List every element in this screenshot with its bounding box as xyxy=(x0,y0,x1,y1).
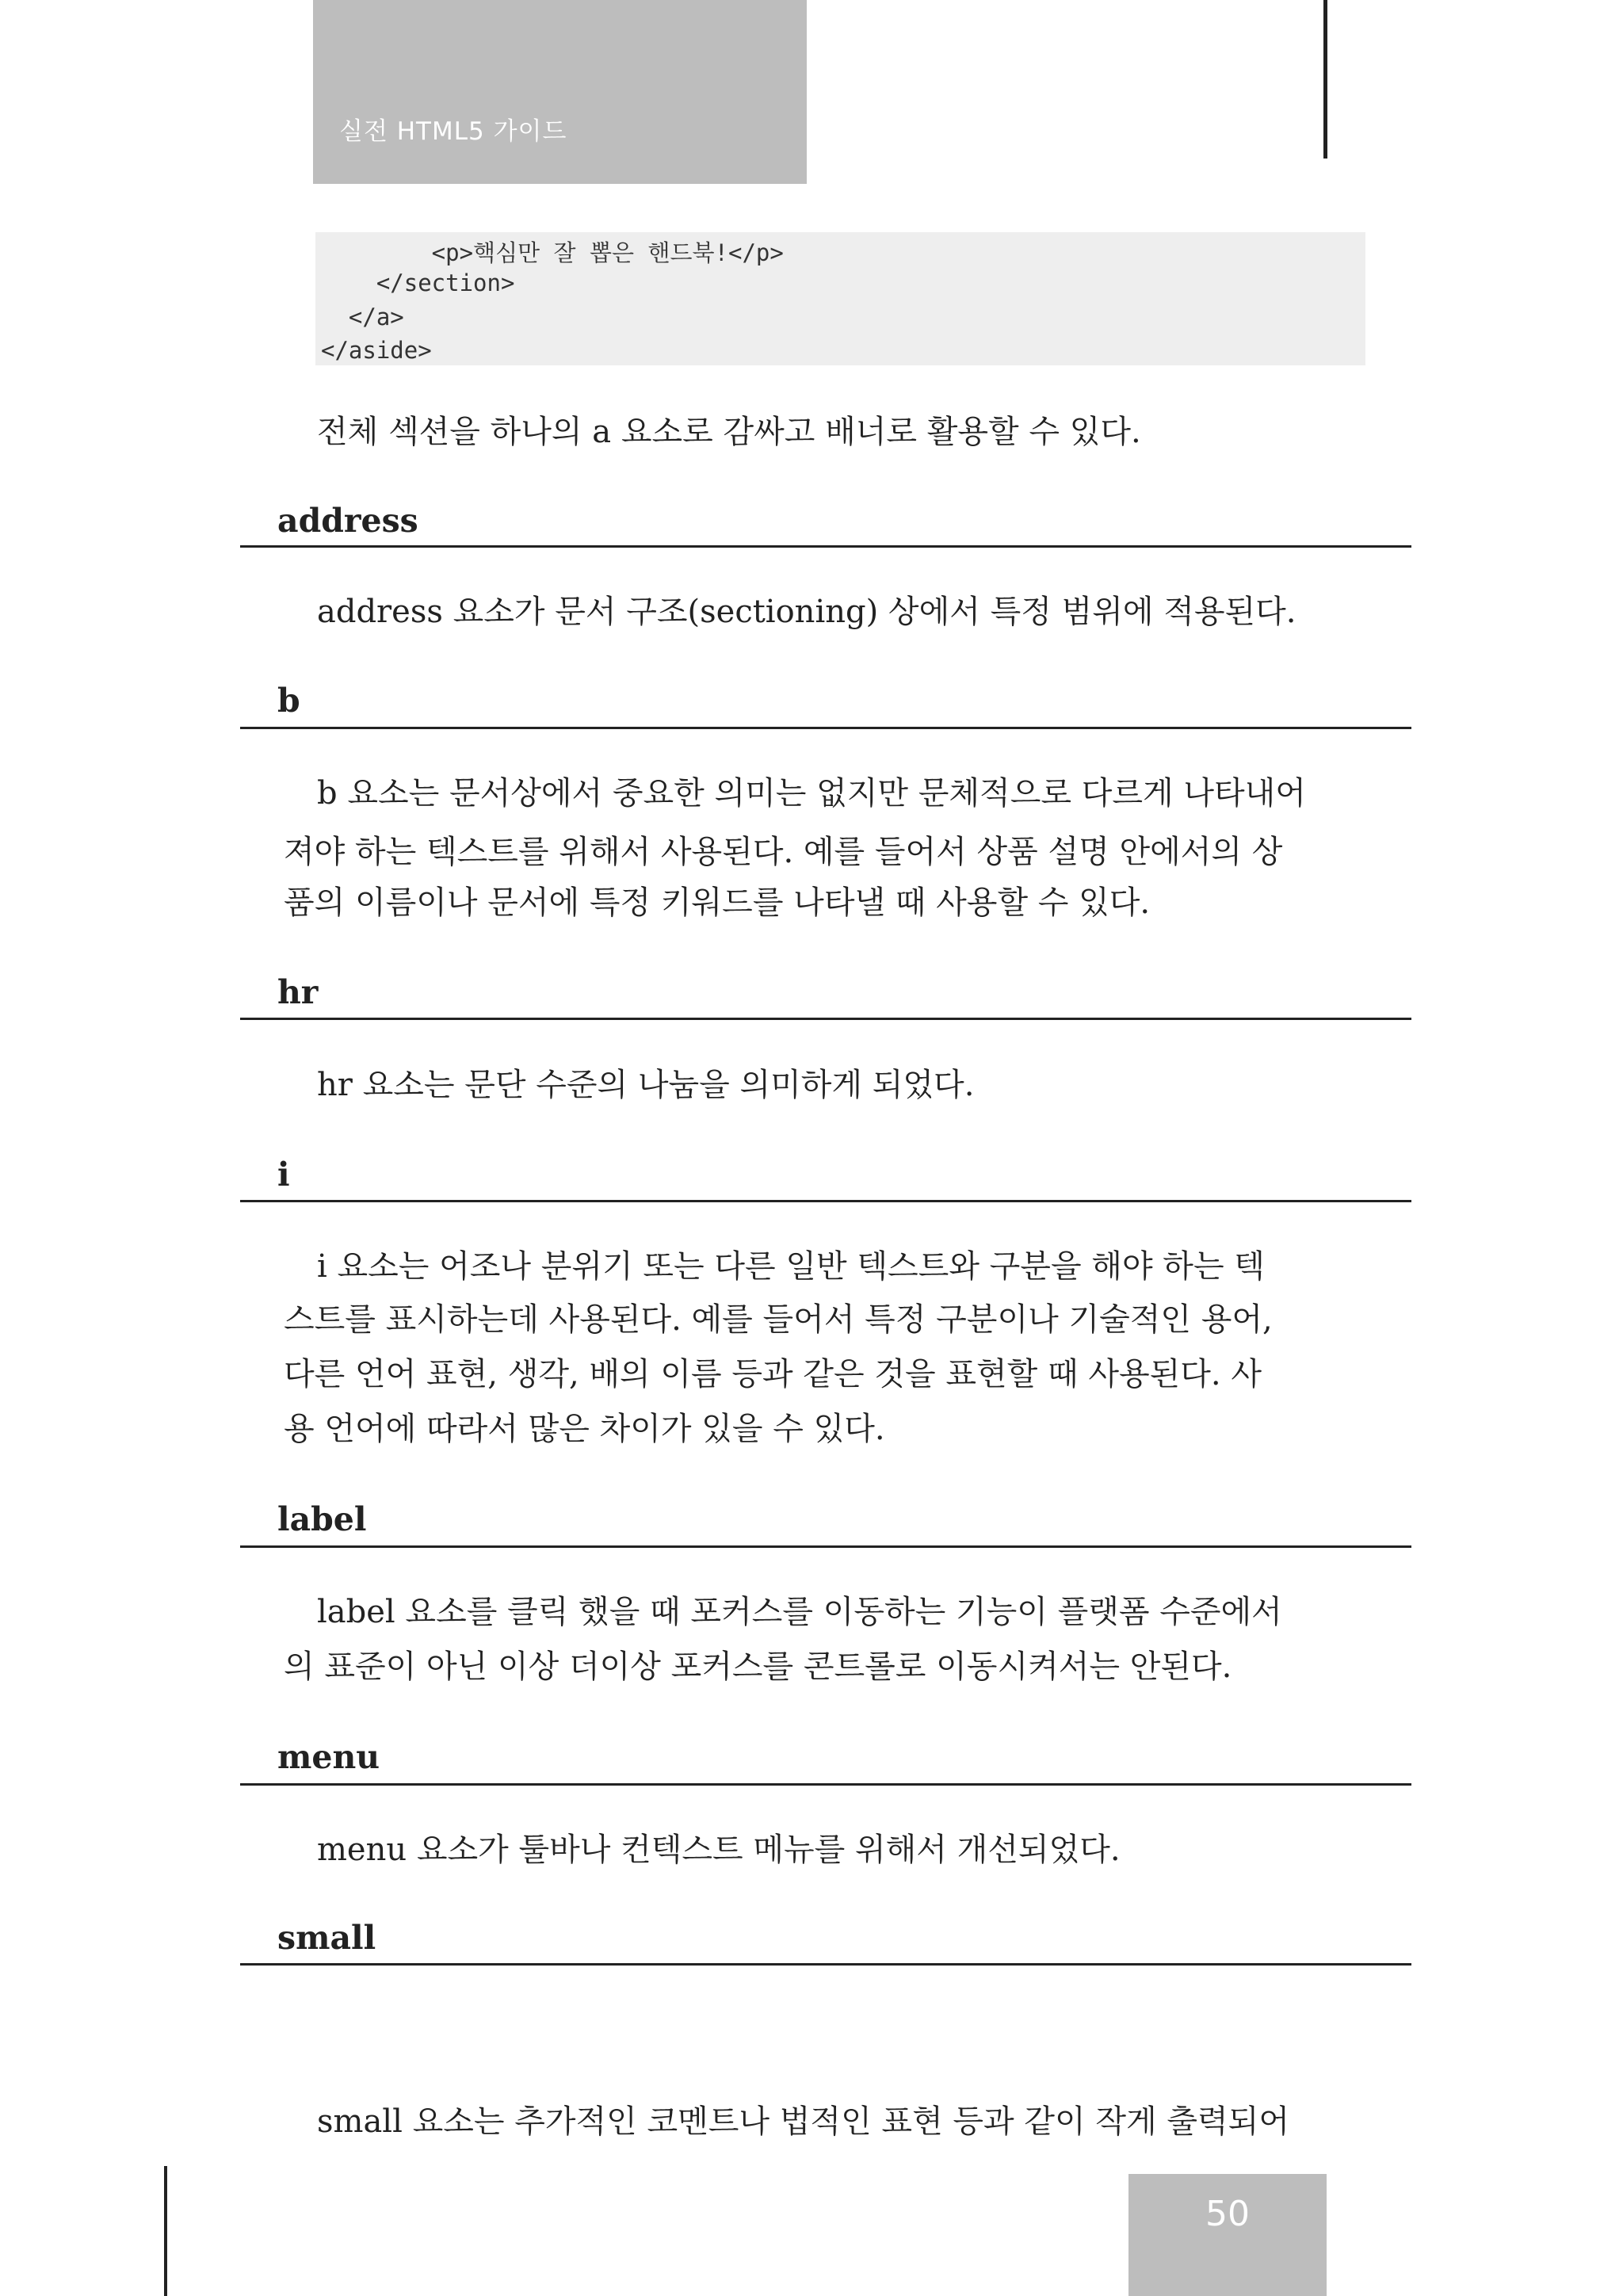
section-heading-label: label xyxy=(277,1500,367,1538)
paragraph-line: 다른 언어 표현, 생각, 배의 이름 등과 같은 것을 표현할 때 사용된다. 사 xyxy=(284,1356,1262,1392)
code-line: </a> xyxy=(321,304,404,330)
intro-paragraph: 전체 섹션을 하나의 a 요소로 감싸고 배너로 활용할 수 있다. xyxy=(317,414,1141,450)
paragraph-line: 품의 이름이나 문서에 특정 키워드를 나타낼 때 사용할 수 있다. xyxy=(284,884,1151,921)
paragraph-line: i 요소는 어조나 분위기 또는 다른 일반 텍스트와 구분을 해야 하는 텍 xyxy=(317,1248,1265,1285)
paragraph-line: hr 요소는 문단 수준의 나눔을 의미하게 되었다. xyxy=(317,1067,975,1103)
section-heading-small: small xyxy=(277,1919,376,1957)
top-vertical-rule xyxy=(1323,0,1327,159)
heading-rule xyxy=(240,727,1411,729)
section-heading-hr: hr xyxy=(277,973,319,1011)
heading-rule xyxy=(240,1545,1411,1548)
paragraph-line: 용 언어에 따라서 많은 차이가 있을 수 있다. xyxy=(284,1411,885,1447)
bottom-vertical-rule xyxy=(164,2166,167,2296)
paragraph-line: 의 표준이 아닌 이상 더이상 포커스를 콘트롤로 이동시켜서는 안된다. xyxy=(284,1648,1232,1685)
heading-rule xyxy=(240,1783,1411,1786)
code-line: <p>핵심만 잘 뽑은 핸드북!</p> xyxy=(321,239,784,266)
book-title: 실전 HTML5 가이드 xyxy=(339,117,567,146)
page-number: 50 xyxy=(1205,2194,1250,2234)
paragraph-line: label 요소를 클릭 했을 때 포커스를 이동하는 기능이 플랫폼 수준에서 xyxy=(317,1594,1282,1630)
section-heading-b: b xyxy=(277,682,300,720)
paragraph-line: b 요소는 문서상에서 중요한 의미는 없지만 문체적으로 다르게 나타내어 xyxy=(317,775,1306,812)
code-line: </section> xyxy=(321,269,515,296)
heading-rule xyxy=(240,1018,1411,1020)
code-line: </aside> xyxy=(321,337,432,364)
paragraph-line: address 요소가 문서 구조(sectioning) 상에서 특정 범위에 적용된다. xyxy=(317,594,1296,630)
page-number-box xyxy=(1128,2174,1327,2296)
heading-rule xyxy=(240,545,1411,548)
paragraph-line: small 요소는 추가적인 코멘트나 법적인 표현 등과 같이 작게 출력되어 xyxy=(317,2103,1289,2140)
heading-rule xyxy=(240,1200,1411,1202)
heading-rule xyxy=(240,1963,1411,1966)
paragraph-line: 져야 하는 텍스트를 위해서 사용된다. 예를 들어서 상품 설명 안에서의 상 xyxy=(284,834,1283,870)
header-bar xyxy=(313,0,807,184)
section-heading-i: i xyxy=(277,1156,290,1194)
paragraph-line: 스트를 표시하는데 사용된다. 예를 들어서 특정 구분이나 기술적인 용어, xyxy=(284,1301,1273,1338)
paragraph-line: menu 요소가 툴바나 컨텍스트 메뉴를 위해서 개선되었다. xyxy=(317,1832,1121,1868)
section-heading-menu: menu xyxy=(277,1738,380,1776)
section-heading-address: address xyxy=(277,502,418,540)
